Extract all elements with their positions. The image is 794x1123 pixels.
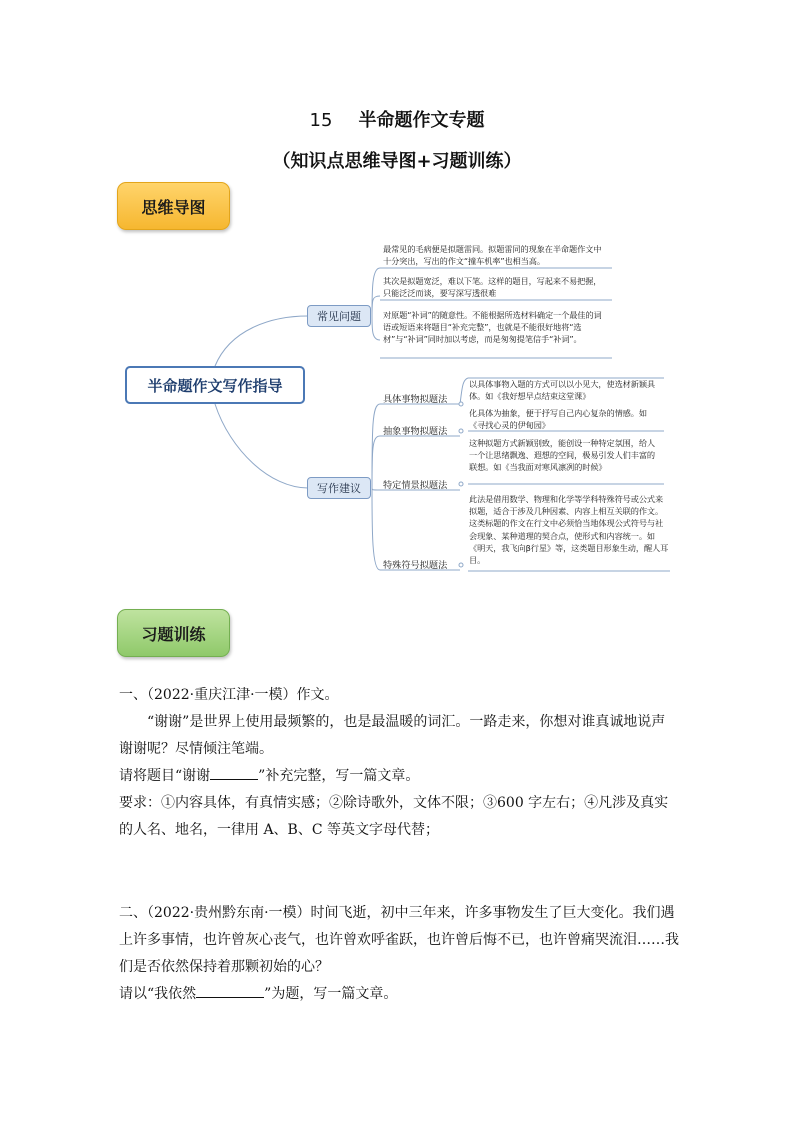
mindmap-leaf-problem-1: 最常见的毛病便是拟题雷同。拟题雷同的现象在半命题作文中十分突出，写出的作文“撞车机率”也相当高。 xyxy=(383,244,602,267)
mindmap-leaf-problem-2: 其次是拟题宽泛，难以下笔。这样的题目，写起来不易把握，只能泛泛而谈，要写深写透很难 xyxy=(383,276,602,299)
exercise-2-blank xyxy=(196,983,264,998)
mindmap-leaf-problem-3: 对原题“补词”的随意性。不能根据所选材料确定一个最佳的词语或短语来将题目“补充完整”，也就是不能很好地将“选材”与“补词”同时加以考虑，而是匆匆提笔信手“补词”。 xyxy=(383,310,602,345)
mindmap-branch-common-problems: 常见问题 xyxy=(307,305,371,327)
mindmap-label-concrete: 具体事物拟题法 xyxy=(383,394,448,405)
mindmap-root-node: 半命题作文写作指导 xyxy=(125,366,305,404)
exercise-2-prompt: 请以“我依然 ”为题，写一篇文章。 xyxy=(119,981,679,1008)
mindmap-section-badge: 思维导图 xyxy=(117,182,230,230)
exercise-1-requirements: 要求：①内容具体，有真情实感；②除诗歌外，文体不限；③600 字左右；④凡涉及真实的人名、地名，一律用 A、B、C 等英文字母代替； xyxy=(119,795,669,838)
mindmap-branch-writing-advice: 写作建议 xyxy=(307,477,371,499)
exercise-1-heading: 一、（2022·重庆江津·一模）作文。 xyxy=(119,687,339,703)
mindmap-leaf-scenario-text: 这种拟题方式新颖别致，能创设一种特定氛围，给人一个让思绪飘逸、遐想的空间，极易引发人们丰富的联想。如《当我面对寒风凛冽的时候》 xyxy=(469,438,656,473)
mindmap-leaf-concrete-text: 以具体事物入题的方式可以以小见大，使选材新颖具体。如《我好想早点结束这堂课》 xyxy=(469,379,656,402)
title-number: 15 xyxy=(309,110,333,131)
exercise-1-paragraph: “谢谢”是世界上使用最频繁的，也是最温暖的词汇。一路走来，你想对谁真诚地说声谢谢呢？尽情倾注笔端。 xyxy=(119,714,666,757)
mindmap-label-scenario: 特定情景拟题法 xyxy=(383,480,448,491)
mindmap-leaf-symbol-text: 此法是借用数学、物理和化学等学科特殊符号或公式来拟题，适合于涉及几种因素、内容上相互关联的作文。这类标题的作文在行文中必须恰当地体现公式符号与社会现象、某种道理的契合点，使形式和内容统一。如《明天，我飞向β行星》等，这类题目形象生动，醒人耳目。 xyxy=(469,494,669,566)
exercise-1 xyxy=(119,682,679,844)
mindmap-label-abstract: 抽象事物拟题法 xyxy=(383,426,448,437)
exercise-2-paragraph: 二、（2022·贵州黔东南·一模）时间飞逝，初中三年来，许多事物发生了巨大变化。我们遇上许多事情，也许曾灰心丧气，也许曾欢呼雀跃，也许曾后悔不已，也许曾痛哭流泪……我们是否依然保持着那颗初始的心？ xyxy=(119,905,679,975)
page-subtitle: （知识点思维导图+习题训练） xyxy=(272,151,522,172)
mindmap-label-symbol: 特殊符号拟题法 xyxy=(383,560,448,571)
exercise-2 xyxy=(119,900,679,1008)
title-text: 半命题作文专题 xyxy=(358,110,485,131)
mindmap-leaf-abstract-text: 化具体为抽象，便于抒写自己内心复杂的情感。如《寻找心灵的伊甸园》 xyxy=(469,408,647,431)
exercise-1-prompt: 请将题目“谢谢 ”补充完整，写一篇文章。 xyxy=(119,763,679,790)
exercise-section-badge: 习题训练 xyxy=(117,609,230,657)
exercise-1-blank xyxy=(210,765,258,780)
